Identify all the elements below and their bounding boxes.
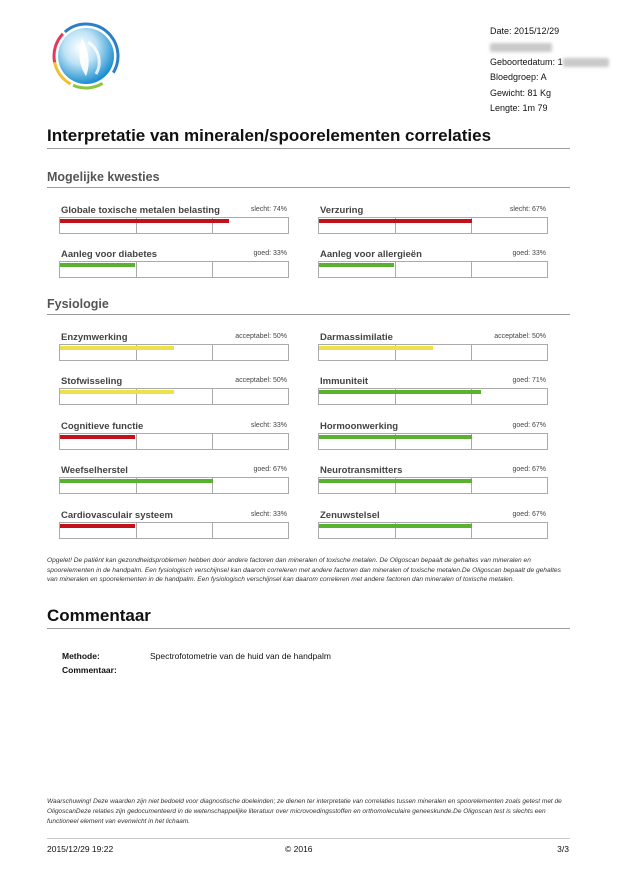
metric-value: slecht: 33% [250,422,287,429]
patient-info [490,24,609,116]
metric-fill [319,346,433,350]
section-title-issues: Mogelijke kwesties [47,170,160,184]
method-label: Methode: [62,651,100,661]
metric-value: goed: 67% [512,422,546,429]
metric-label: Hormoonwerking [320,421,399,432]
metric-fill [319,479,472,483]
metric-label: Globale toxische metalen belasting [61,205,220,216]
metric-fill [60,346,174,350]
metric-value: slecht: 33% [250,511,287,518]
metric-fill [60,263,135,267]
metric-bar [59,388,289,405]
metric-label: Zenuwstelsel [320,510,380,521]
footer-timestamp: 2015/12/29 19:22 [47,844,114,854]
metric-bar [318,261,548,278]
metric-bar [59,477,289,494]
metric-fill [319,435,472,439]
metric-bar [318,522,548,539]
metric-fill [60,479,213,483]
metric-fill [60,435,135,439]
metric-value: slecht: 74% [250,206,287,213]
metric-bar [59,217,289,234]
patient-bloodgroup: Bloedgroep: A [490,72,547,83]
metric-fill [319,219,472,223]
metric-bar [59,261,289,278]
comment-label: Commentaar: [62,665,117,675]
metric-fill [60,390,174,394]
metric-value: acceptabel: 50% [235,333,287,340]
metric-value: acceptabel: 50% [235,377,287,384]
metric-value: goed: 67% [512,511,546,518]
metric-label: Aanleg voor allergieën [320,249,422,260]
warning-note: Opgelet! De patiënt kan gezondheidsproblemen hebben door andere factoren dan mineralen of toxische metalen. De Oligoscan bepaalt de gehaltes van mineralen en spoorelementen in de handpalm. Een fysiologisch verschijnsel kan daarom correleren met andere factoren dan mineralen of toxische metalen.De Oligoscan bepaalt de gehaltes van mineralen en spoorelementen in de handpalm. Een fysiologisch verschijnsel kan daarom correleren met andere factoren dan mineralen of toxische metalen. [47,557,561,584]
section-divider-issues [47,187,570,188]
patient-height: Lengte: 1m 79 [490,103,548,114]
metric-label: Neurotransmitters [320,465,403,476]
method-value: Spectrofotometrie van de huid van de handpalm [150,651,331,661]
metric-label: Darmassimilatie [320,332,393,343]
comment-title: Commentaar [47,606,151,625]
metric-value: goed: 67% [253,466,287,473]
patient-weight: Gewicht: 81 Kg [490,87,552,98]
metric-value: goed: 33% [512,250,546,257]
metric-bar [318,388,548,405]
section-title-physiology: Fysiologie [47,297,109,311]
metric-fill [319,390,481,394]
metric-fill [60,524,135,528]
metric-bar [318,344,548,361]
metric-bar [318,217,548,234]
metric-fill [319,524,472,528]
metric-bar [59,433,289,450]
metric-fill [319,263,394,267]
metric-fill [60,219,229,223]
metric-label: Enzymwerking [61,332,128,343]
comment-divider [47,628,570,629]
disclaimer: Waarschuwing! Deze waarden zijn niet bedoeld voor diagnostische doeleinden; ze dienen ter interpretatie van correlaties tussen mineralen en spoorelementen zoals getest met de OligoscanDeze relaties zijn gedocumenteerd in de wetenschappelijke literatuur over microvoedingsstoffen en orthomoleculaire geneeskunde.De Oligoscan test is slechts een functioneel element van evenwicht in het lichaam. [47,798,562,825]
metric-label: Aanleg voor diabetes [61,249,158,260]
metric-value: goed: 33% [253,250,287,257]
metric-label: Stofwisseling [61,376,123,387]
page-title: Interpretatie van mineralen/spoorelementen correlaties [47,126,492,145]
metric-label: Weefselherstel [61,465,128,476]
metric-bar [318,477,548,494]
metric-value: acceptabel: 50% [494,333,546,340]
metric-label: Immuniteit [320,376,369,387]
metric-value: goed: 67% [512,466,546,473]
metric-bar [59,344,289,361]
metric-bar [318,433,548,450]
footer-divider [47,838,570,839]
metric-value: goed: 71% [512,377,546,384]
footer-page-number: 3/3 [557,844,569,854]
section-divider-physiology [47,314,570,315]
oligoscan-logo [52,22,120,90]
metric-label: Cognitieve functie [61,421,144,432]
patient-date: Date: 2015/12/29 [490,26,560,36]
metric-label: Verzuring [320,205,364,216]
metric-label: Cardiovasculair systeem [61,510,173,521]
patient-name [490,39,609,54]
metric-bar [59,522,289,539]
title-divider [47,148,570,149]
metric-value: slecht: 67% [509,206,546,213]
footer-copyright: © 2016 [285,844,313,854]
patient-birthdate: Geboortedatum: 1 [490,55,609,70]
